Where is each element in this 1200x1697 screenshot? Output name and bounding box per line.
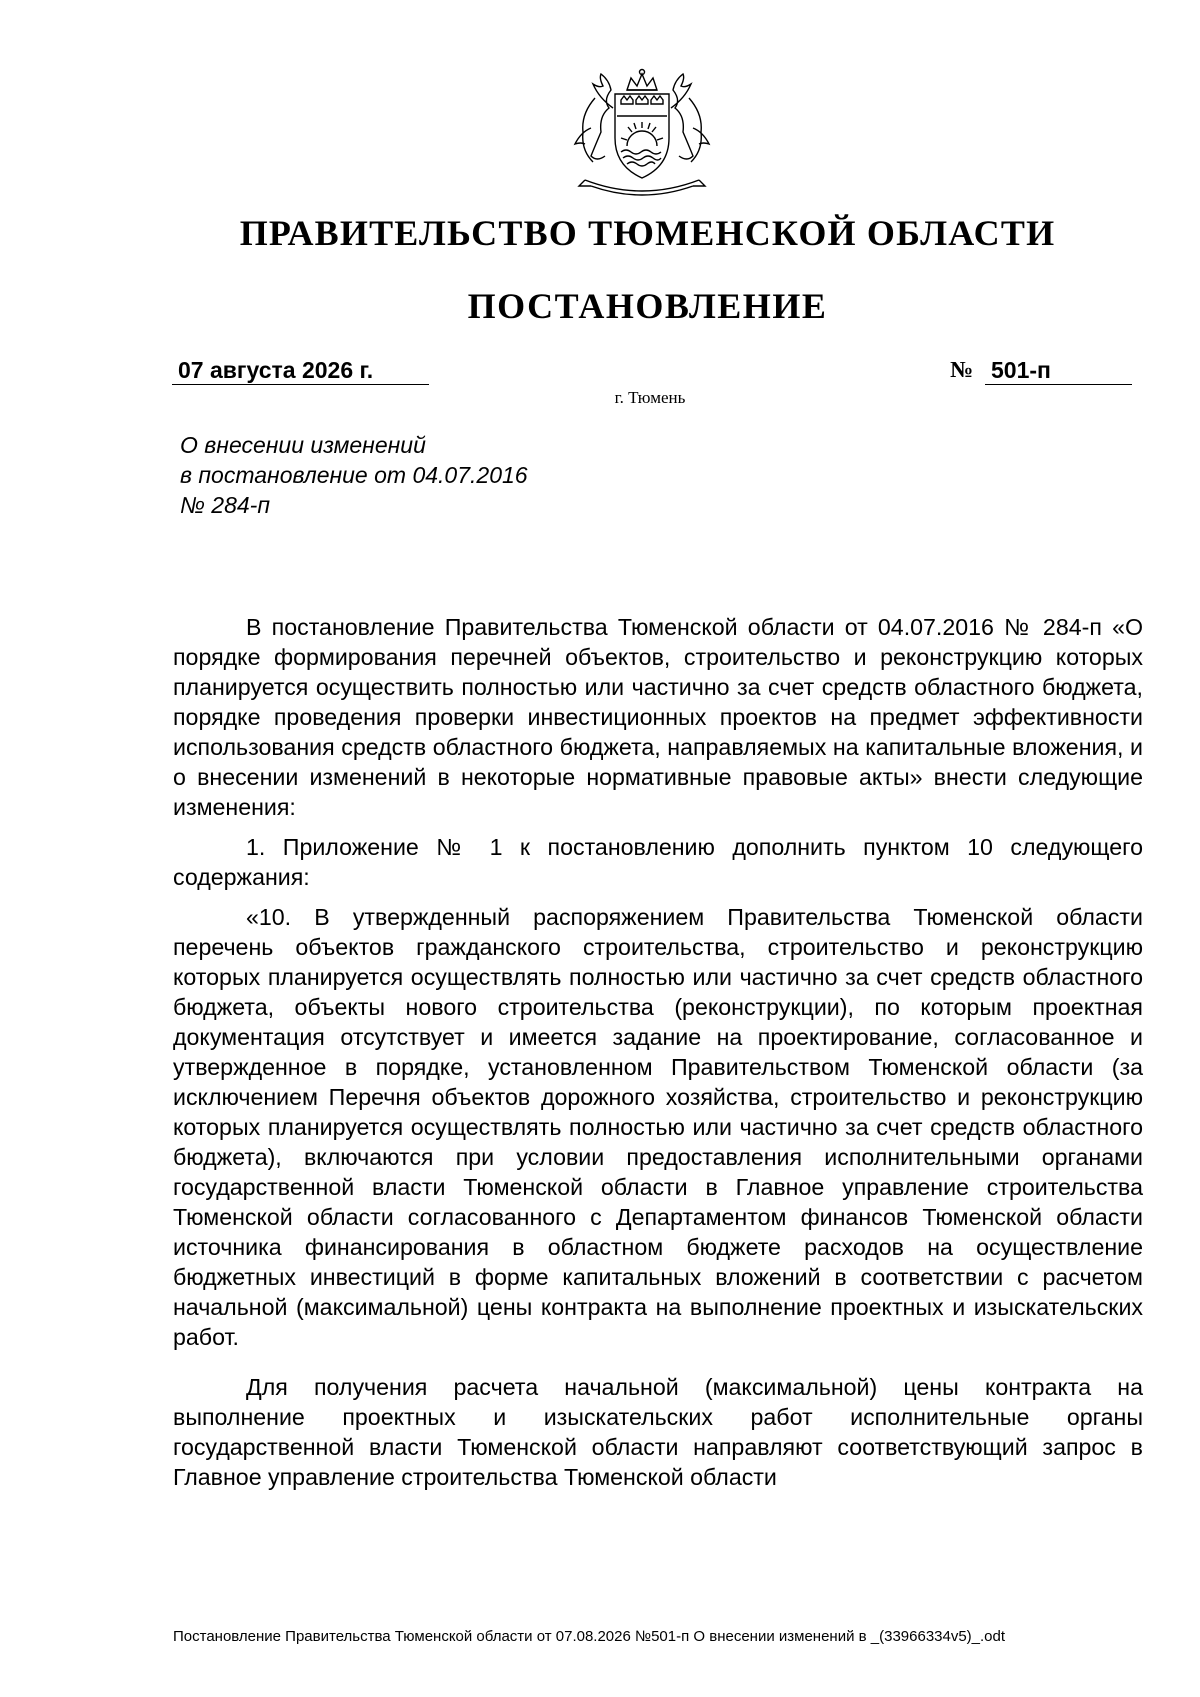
document-subject	[180, 430, 528, 520]
document-number: 501-п	[985, 357, 1132, 385]
body-paragraph: Для получения расчета начальной (максимальной) цены контракта на выполнение проектных и изыскательских работ исполнительные органы государственной власти Тюменской области направляют соответствующий запрос в Главное управление строительства Тюменской области	[173, 1374, 1143, 1490]
city-label: г. Тюмень	[614, 388, 686, 407]
number-sign: №	[950, 357, 974, 382]
tyumen-coat-of-arms-icon	[555, 68, 730, 203]
body-paragraph: «10. В утвержденный распоряжением Правительства Тюменской области перечень объектов гражданского строительства, строительство и реконструкцию которых планируется осуществлять полностью или частично за счет средств областного бюджета, объекты нового строительства (реконструкции), по которым проектная документация отсутствует и имеется задание на проектирование, согласованное и утвержденное в порядке, установленном Правительством Тюменской области (за исключением Перечня объектов дорожного хозяйства, строительство и реконструкцию которых планируется осуществлять полностью или частично за счет средств областного бюджета), включаются при условии предоставления исполнительными органами государственной власти Тюменской области в Главное управление строительства Тюменской области согласованного с Департаментом финансов Тюменской области источника финансирования в областном бюджете расходов на осуществление бюджетных инвестиций в форме капитальных вложений в соответствии с расчетом начальной (максимальной) цены контракта на выполнение проектных и изыскательских работ.	[173, 904, 1143, 1350]
document-type-title: ПОСТАНОВЛЕНИЕ	[467, 286, 828, 326]
subject-line: № 284-п	[180, 492, 270, 518]
government-title: ПРАВИТЕЛЬСТВО ТЮМЕНСКОЙ ОБЛАСТИ	[239, 213, 1056, 253]
body-paragraph: 1. Приложение № 1 к постановлению дополнить пунктом 10 следующего содержания:	[173, 834, 1143, 890]
document-date: 07 августа 2026 г.	[172, 357, 429, 385]
document-body	[173, 612, 1143, 1492]
subject-line: О внесении изменений	[180, 432, 426, 458]
subject-line: в постановление от 04.07.2016	[180, 462, 528, 488]
page-footer: Постановление Правительства Тюменской области от 07.08.2026 №501-п О внесении изменений в _(33966334v5)_.odt	[173, 1628, 1006, 1645]
body-paragraph: В постановление Правительства Тюменской области от 04.07.2016 № 284-п «О порядке формирования перечней объектов, строительство и реконструкцию которых планируется осуществить полностью или частично за счет средств областного бюджета, порядке проведения проверки инвестиционных проектов на предмет эффективности использования средств областного бюджета, направляемых на капитальные вложения, и о внесении изменений в некоторые нормативные правовые акты» внести следующие изменения:	[173, 614, 1143, 820]
